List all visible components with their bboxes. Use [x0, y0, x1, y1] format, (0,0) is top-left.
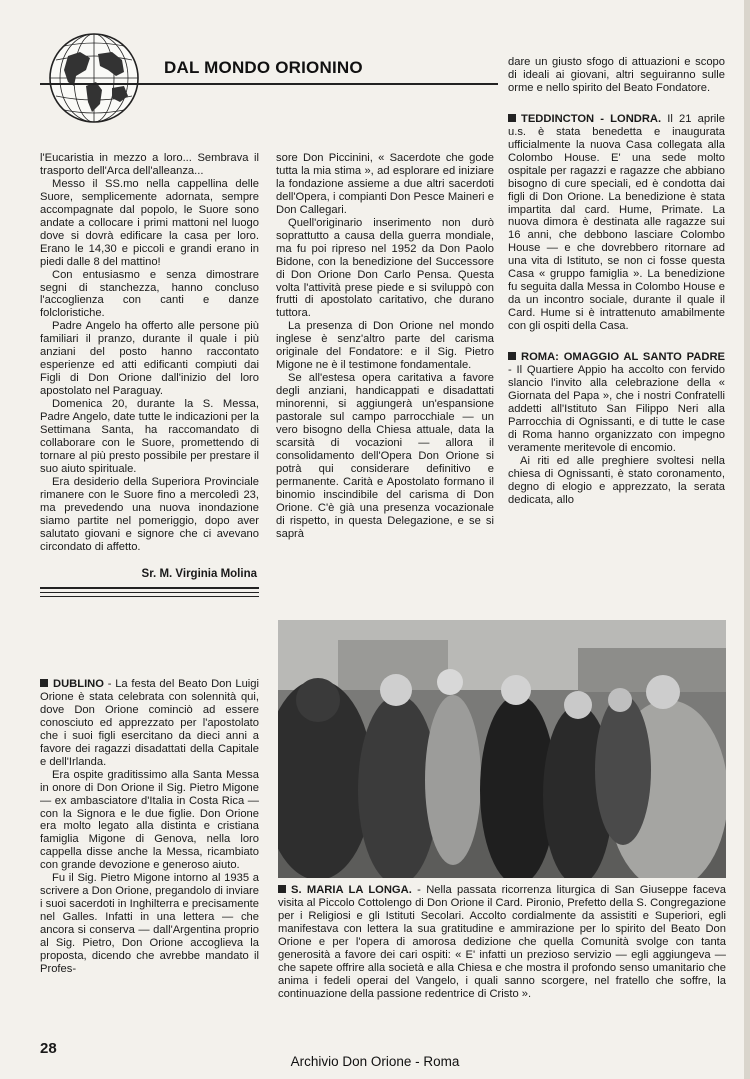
- page-edge: [744, 0, 750, 1079]
- paragraph: Domenica 20, durante la S. Messa, Padre Angelo, date tutte le indicazioni per la Settimana Santa, ha raccomandato di collaborare con le Suore, promettendo di tornare al più presto possibile per prestare il suo aiuto spirituale.: [40, 398, 259, 475]
- column-2: [276, 152, 494, 541]
- paragraph-text: - Il Quartiere Appio ha accolto con fervido slancio l'invito alla celebrazione della « Giornata del Papa », che i nostri Confratelli addetti all'Istituto San Filippo Neri alla Parrocchia di Ognissanti, e di tutte le case di Roma hanno organizzato con impegno veramente meritevole di encomio.: [508, 364, 725, 454]
- square-bullet-icon: [40, 679, 48, 687]
- paragraph: Quell'originario inserimento non durò soprattutto a causa della guerra mondiale, ma fu poi ripreso nel 1952 da Don Paolo Bidone, con la benedizione del Successore di Don Orione Don Carlo Pensa. Questa volta l'attività prese piede e si sviluppò con frutti di apostolato caritativo, che durano tuttora.: [276, 216, 494, 320]
- section-separator: [40, 587, 259, 597]
- paragraph-text: Il 21 aprile u.s. è stata benedetta e inaugurata ufficialmente la nuova Casa collegata alla Colombo House. E' una sede molto ospitale per ragazzi e ragazze che abbiano bisogno di cure speciali, ed è condotta dai figli di Don Orione. La benedizione è stata impartita dal card. Hume, Primate. La nuova dimora è destinata alle ragazze sui 16 anni, che debbono lasciare Colombo House — e che dovrebbero ritornare ad una vita di Istituto, se non ci fosse questa Casa « gruppo famiglia ». La benedizione fu seguita dalla Messa in Colombo House e da un incontro sociale, durante il quale il Card. Hume si è intrattenuto amabilmente con gli ospiti della Casa.: [508, 112, 725, 333]
- paragraph: Era desiderio della Superiora Provinciale rimanere con le Suore fino a mercoledì 23, ma prevedendo una nuova inondazione siamo partite nel pomeriggio, dopo aver salutato giovani e signore che ci avevano circondato di affetto.: [40, 475, 259, 553]
- paragraph: l'Eucaristia in mezzo a loro... Sembrava il trasporto dell'Arca dell'alleanza...: [40, 152, 259, 177]
- page-number: 28: [40, 1040, 57, 1057]
- caption-text: - Nella passata ricorrenza liturgica di San Giuseppe faceva visita al Piccolo Cottolengo di Don Orione il Card. Pironio, Prefetto della S. Congregazione per i Religiosi e gli Istituti Secolari. Accolto cordialmente da assistiti e Superiori, egli manifestava con lettera la sua gratitudine e ammirazione per lo spirito del Beato Don Orione e per l'opera di amorosa dedizione che quella Comunità svolge con tanta generosità a favore dei cari ospiti: « E' infatti un prezioso servizio — egli aggiungeva — che sapete offrire alla società e alla Chiesa e che mostra il profondo senso umanitario che anima i fedeli operai del Vangelo, i quali sanno scorgere, nel fratello che soffre, la continuazione della passione redentrice di Cristo ».: [278, 884, 726, 1000]
- square-bullet-icon: [508, 114, 516, 122]
- article-roma: [508, 351, 725, 455]
- article-dublino: [40, 678, 259, 976]
- author-signature: Sr. M. Virginia Molina: [141, 567, 257, 580]
- article-heading: TEDDINCTON - LONDRA.: [521, 112, 662, 125]
- paragraph: Se all'estesa opera caritativa a favore degli anziani, handicappati e disadattati minorenni, si aggiungerà un'espansione pastorale sul campo parrocchiale — un vero bisogno della Chiesa attuale, data la scarsità di vocazioni — allora il consolidamento dell'Opera Don Orione si potrà qui considerare definitivo e permanente. Carità e Apostolato formano il binomio inscindibile del carisma di Don Orione. C'è già una presenza vocazionale di rispetto, in questa Delegazione, e se si saprà: [276, 372, 494, 540]
- paragraph-text: - La festa del Beato Don Luigi Orione è stata celebrata con solennità qui, dove Don Orione cominciò ad essere conosciuto ed apprezzato per l'apostolato che i suoi figli esercitano da dieci anni a favore dei ragazzi disadattati della Capitale e dell'Irlanda.: [40, 678, 259, 768]
- column-3: [508, 56, 725, 507]
- section-title: DAL MONDO ORIONINO: [164, 58, 363, 77]
- paragraph: Ai riti ed alle preghiere svoltesi nella chiesa di Ognissanti, è stato coronamento, degno di elogio e apprezzato, la serata dedicata, allo: [508, 454, 725, 506]
- paragraph: dare un giusto sfogo di attuazioni e scopo di ideali ai giovani, altri seguiranno sulle orme e nello spirito del Beato Fondatore.: [508, 56, 725, 94]
- paragraph: Padre Angelo ha offerto alle persone più familiari il pranzo, durante il quale i più anziani del posto hanno raccontato esperienze ed atti edificanti compiuti dai Figli di Don Orione dall'inizio del loro apostolato nel Paraguay.: [40, 320, 259, 398]
- photo-caption: [278, 884, 726, 1001]
- article-heading: ROMA: OMAGGIO AL SANTO PADRE: [521, 351, 725, 364]
- paragraph: La presenza di Don Orione nel mondo inglese è senz'altro parte del carisma originale del Fondatore: e il Sig. Pietro Migone ne è il testimone fondamentale.: [276, 320, 494, 372]
- square-bullet-icon: [508, 352, 516, 360]
- news-photo: [278, 620, 726, 878]
- paragraph: [40, 678, 259, 769]
- article-heading: DUBLINO: [53, 678, 104, 690]
- caption-heading: S. MARIA LA LONGA.: [291, 884, 412, 896]
- paragraph: Fu il Sig. Pietro Migone intorno al 1935 a scrivere a Don Orione, pregandolo di inviare i suoi sacerdoti in Inghilterra e precisamente nel Galles. Infatti in una lettera — che ancora si conserva — dall'Argentina proprio al Sig. Pietro, Don Orione accoglieva la proposta, dicendo che avrebbe mandato il Profes-: [40, 872, 259, 975]
- paragraph: Con entusiasmo e senza dimostrare segni di stanchezza, hanno concluso l'accoglienza con canti e danze folcloristiche.: [40, 268, 259, 320]
- paragraph: Messo il SS.mo nella cappellina delle Suore, semplicemente adornata, sempre accompagnate dal popolo, le Suore sono andate a collocare i primi mattoni nel luogo dove si dovrà edificare la casa per loro. Erano le 14,30 e piccoli e grandi erano in piedi dalle 8 del mattino!: [40, 177, 259, 268]
- header-rule: [40, 83, 498, 85]
- archive-footer: Archivio Don Orione - Roma: [290, 1054, 460, 1069]
- paragraph: sore Don Piccinini, « Sacerdote che gode tutta la mia stima », ad esplorare ed iniziare la fondazione assieme a due altri sacerdoti dell'Opera, i compianti Don Pesce Maineri e Don Callegari.: [276, 152, 494, 216]
- square-bullet-icon: [278, 885, 286, 893]
- column-1: [40, 152, 259, 609]
- globe-logo-icon: [46, 30, 142, 126]
- article-teddington: [508, 113, 725, 333]
- paragraph: Era ospite graditissimo alla Santa Messa in onore di Don Orione il Sig. Pietro Migone — ex ambasciatore d'Italia in Costa Rica — con la Signora e le due figlie. Don Orione era molto legato alla distinta e cristiana famiglia Migone di Genova, nella loro cappella disse anche la Messa, ricambiato con grande devozione e generoso aiuto.: [40, 768, 259, 872]
